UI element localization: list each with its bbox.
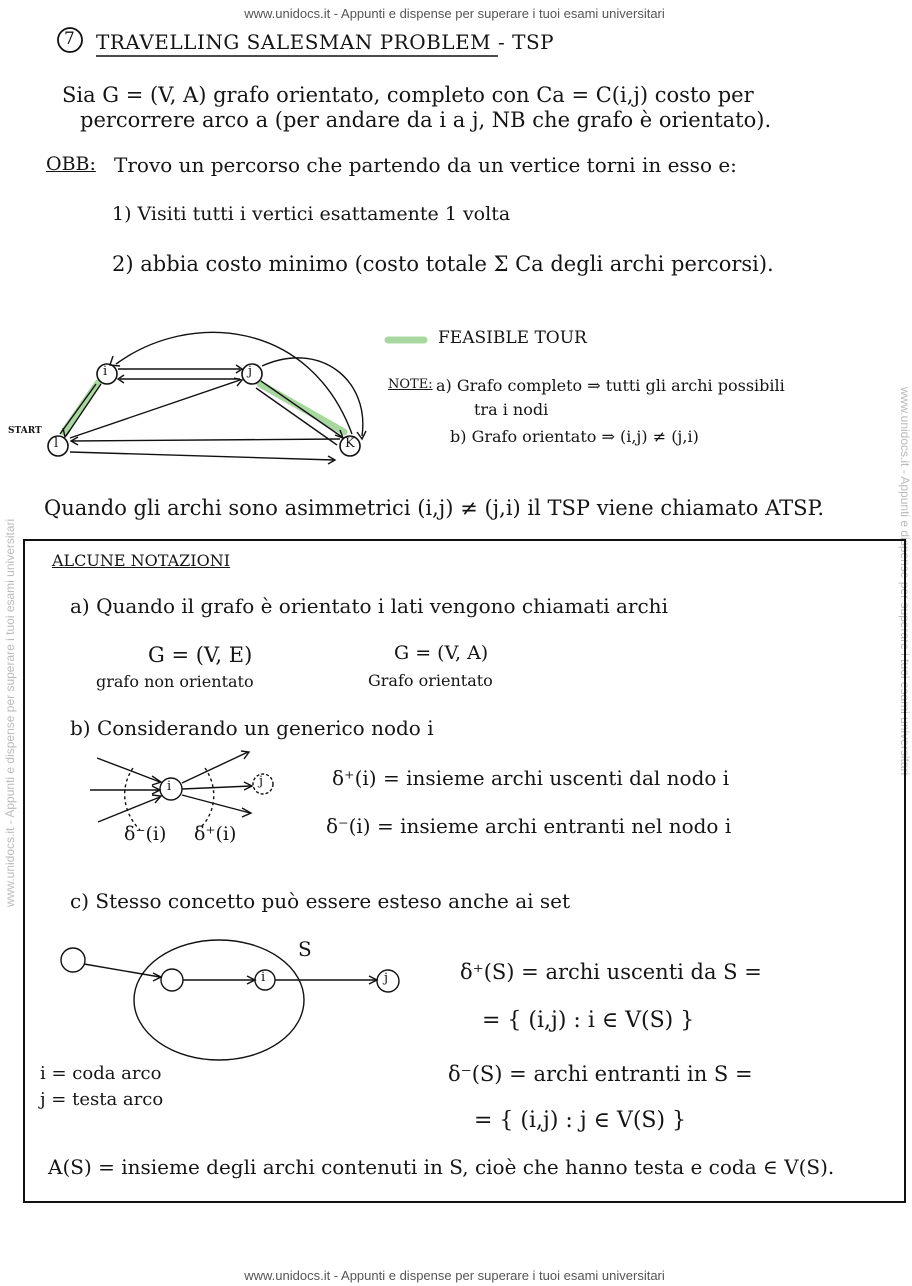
diagram-c-node-i: i	[261, 970, 266, 985]
diagram-c-legend-i: i = coda arco	[40, 1063, 162, 1084]
diagram-b-node-j: j	[259, 774, 264, 789]
note-label: NOTE:	[388, 377, 433, 392]
diagram-b-delta-plus: δ⁺(i)	[194, 823, 237, 845]
notation-c-def-plus-1: δ⁺(S) = archi uscenti da S =	[460, 960, 762, 984]
obb-text: Trovo un percorso che partendo da un vertice torni in esso e:	[114, 153, 737, 177]
notation-c-def-minus-2: = { (i,j) : j ∈ V(S) }	[474, 1108, 687, 1133]
notation-b-text: b) Considerando un generico nodo i	[70, 716, 434, 740]
section-number: 7	[64, 29, 75, 49]
feasible-tour-legend: FEASIBLE TOUR	[438, 328, 587, 348]
top-banner: www.unidocs.it - Appunti e dispense per superare i tuoi esami universitari	[244, 6, 665, 21]
obb-item-1: 1) Visiti tutti i vertici esattamente 1 volta	[112, 203, 511, 225]
feasible-tour-highlight	[64, 340, 424, 432]
note-a-line-2: tra i nodi	[474, 400, 549, 419]
node-i-label: i	[103, 364, 108, 379]
diagram-b-delta-minus: δ⁻(i)	[124, 823, 167, 845]
section-title: TRAVELLING SALESMAN PROBLEM - TSP	[96, 30, 555, 54]
notation-a-s-definition: A(S) = insieme degli archi contenuti in S, cioè che hanno testa e coda ∈ V(S).	[48, 1155, 835, 1179]
notation-b-def-plus: δ⁺(i) = insieme archi uscenti dal nodo i	[332, 766, 730, 790]
notation-c-def-minus-1: δ⁻(S) = archi entranti in S =	[448, 1062, 753, 1086]
notation-c-def-plus-2: = { (i,j) : i ∈ V(S) }	[482, 1008, 695, 1033]
notation-a-text: a) Quando il grafo è orientato i lati vengono chiamati archi	[70, 594, 668, 618]
bottom-banner: www.unidocs.it - Appunti e dispense per superare i tuoi esami universitari	[244, 1268, 665, 1283]
node-k-label: K	[345, 436, 355, 451]
side-watermark-right: www.unidocs.it - Appunti e dispense per superare i tuoi esami universitari	[898, 387, 912, 776]
diagram-c-legend-j: j = testa arco	[40, 1089, 164, 1110]
diagram-c	[61, 937, 399, 1060]
notation-a-right-formula: G = (V, A)	[394, 642, 489, 664]
intro-line-2: percorrere arco a (per andare da i a j, NB che grafo è orientato).	[80, 108, 772, 132]
diagram-c-set-label: S	[298, 937, 312, 961]
obb-label: OBB:	[46, 153, 96, 175]
node-l-label: l	[54, 436, 59, 451]
diagram1-nodes	[48, 364, 360, 456]
node-j-label: j	[248, 364, 253, 379]
note-b: b) Grafo orientato ⇒ (i,j) ≠ (j,i)	[450, 427, 699, 446]
diagram1-edges	[60, 332, 366, 464]
obb-item-2: 2) abbia costo minimo (costo totale Σ Ca degli archi percorsi).	[112, 252, 774, 276]
notation-b-def-minus: δ⁻(i) = insieme archi entranti nel nodo i	[326, 814, 732, 838]
side-watermark-left: www.unidocs.it - Appunti e dispense per superare i tuoi esami universitari	[3, 518, 17, 907]
diagram-b-node-i: i	[167, 779, 172, 794]
diagram-c-node-j: j	[384, 971, 389, 986]
notation-a-right-caption: Grafo orientato	[368, 671, 493, 690]
intro-line-1: Sia G = (V, A) grafo orientato, completo con Ca = C(i,j) costo per	[62, 83, 754, 107]
notation-c-text: c) Stesso concetto può essere esteso anche ai set	[70, 889, 571, 913]
atsp-line: Quando gli archi sono asimmetrici (i,j) ≠ (j,i) il TSP viene chiamato ATSP.	[44, 496, 825, 520]
note-a-line-1: a) Grafo completo ⇒ tutti gli archi possibili	[436, 376, 785, 395]
box-title: ALCUNE NOTAZIONI	[52, 551, 231, 570]
start-label: START	[8, 426, 42, 436]
notation-a-left-caption: grafo non orientato	[96, 672, 254, 691]
notation-a-left-formula: G = (V, E)	[148, 643, 253, 667]
diagram-b	[90, 751, 273, 830]
